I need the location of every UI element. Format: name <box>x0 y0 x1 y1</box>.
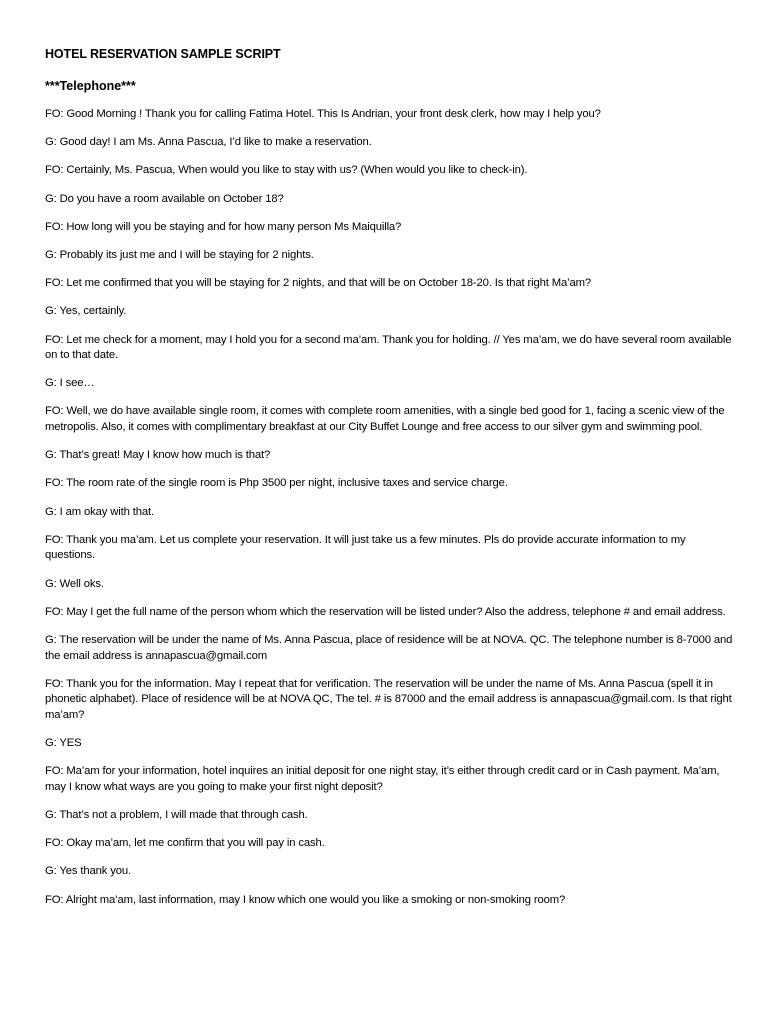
dialogue-line: FO: Okay ma’am, let me confirm that you will pay in cash. <box>45 837 325 850</box>
dialogue-line: G: That’s not a problem, I will made that through cash. <box>45 809 308 822</box>
dialogue-line: FO: Thank you for the information. May I repeat that for verification. The reservation will be under the name of Ms. Anna Pascua (spell it in phonetic alphabet). Place of residence will be at NOVA QC, The tel. # is 87000 and the email address is annapascua@gmail.com. Is that right ma’am? <box>45 677 732 721</box>
dialogue-line: G: Yes thank you. <box>45 865 132 878</box>
dialogue-line: G: Probably its just me and I will be staying for 2 nights. <box>45 248 314 261</box>
section-heading: ***Telephone*** <box>45 79 136 93</box>
dialogue-line: FO: Good Morning ! Thank you for calling Fatima Hotel. This Is Andrian, your front desk clerk, how may I help you? <box>45 108 601 120</box>
dialogue-line: FO: Thank you ma’am. Let us complete your reservation. It will just take us a few minutes. Pls do provide accurate information to my questions. <box>45 533 686 562</box>
dialogue-line: FO: Let me confirmed that you will be staying for 2 nights, and that will be on October 18-20. Is that right Ma’am? <box>45 277 591 290</box>
dialogue-line: G: The reservation will be under the name of Ms. Anna Pascua, place of residence will be at NOVA. QC. The telephone number is 8-7000 and the email address is annapascua@gmail.com <box>45 633 733 662</box>
dialogue-line: G: I see… <box>45 377 95 390</box>
document-page <box>45 47 735 921</box>
dialogue-line: FO: Certainly, Ms. Pascua, When would you like to stay with us? (When would you like to check-in). <box>45 164 528 177</box>
dialogue-line: G: That’s great! May I know how much is that? <box>45 449 271 462</box>
dialogue-line: FO: May I get the full name of the person whom which the reservation will be listed under? Also the address, telephone # and email address. <box>45 605 726 618</box>
dialogue-line: FO: Alright ma’am, last information, may I know which one would you like a smoking or non-smoking room? <box>45 893 566 906</box>
dialogue-line: G: Good day! I am Ms. Anna Pascua, I’d like to make a reservation. <box>45 136 372 149</box>
dialogue-line: FO: Well, we do have available single room, it comes with complete room amenities, with a single bed good for 1, facing a scenic view of the metropolis. Also, it comes with complimentary breakfast at our City Buffet Lounge and free access to our silver gym and swimming pool. <box>45 405 725 434</box>
dialogue-line: FO: How long will you be staying and for how many person Ms Maiquilla? <box>45 220 402 233</box>
dialogue-line: G: YES <box>45 737 82 750</box>
dialogue-line: G: Do you have a room available on October 18? <box>45 192 284 205</box>
dialogue-line: G: Yes, certainly. <box>45 305 127 318</box>
document-title: HOTEL RESERVATION SAMPLE SCRIPT <box>45 47 281 61</box>
dialogue-line: FO: The room rate of the single room is Php 3500 per night, inclusive taxes and service charge. <box>45 477 508 490</box>
dialogue-line: G: I am okay with that. <box>45 505 154 518</box>
dialogue-line: G: Well oks. <box>45 577 104 590</box>
dialogue-line: FO: Ma’am for your information, hotel inquires an initial deposit for one night stay, it’s either through credit card or in Cash payment. Ma’am, may I know what ways are you going to make your first night deposit? <box>45 765 720 793</box>
dialogue-line: FO: Let me check for a moment, may I hold you for a second ma’am. Thank you for holding. // Yes ma’am, we do have several room available on to that date. <box>45 333 732 362</box>
